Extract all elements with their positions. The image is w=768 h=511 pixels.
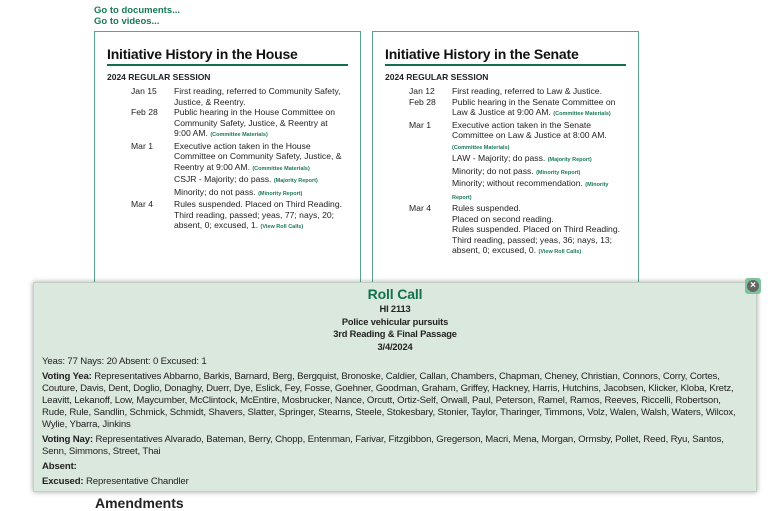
nay-label: Voting Nay: [42, 434, 93, 445]
entry-text [452, 235, 622, 258]
voting-nay [42, 434, 748, 458]
entry-text [452, 120, 622, 154]
entry-date: Mar 4 [131, 199, 153, 209]
entry-date: Jan 12 [409, 86, 435, 96]
entry-date: Feb 28 [131, 107, 158, 117]
history-entry [385, 203, 626, 258]
roll-call-dialog [33, 282, 757, 492]
entry-date: Mar 1 [409, 119, 431, 130]
entry-text [174, 210, 344, 233]
yea-label: Voting Yea: [42, 371, 92, 382]
entry-action: Executive action taken in the House Committee on Community Safety, Justice, & Reentry at 9:00 AM. [174, 140, 342, 172]
history-entry [107, 107, 348, 141]
entry-action: Minority; do not pass. [452, 165, 534, 176]
bill-number: HI 2113 [379, 304, 411, 314]
voting-yea [42, 371, 748, 431]
senate-history-title: Initiative History in the Senate [385, 46, 626, 66]
entry-action: LAW - Majority; do pass. [452, 153, 546, 163]
excused [42, 476, 748, 488]
history-entry [107, 199, 348, 233]
entry-action: Rules suspended. Placed on Third Reading. [452, 224, 621, 234]
history-entry [385, 86, 626, 97]
nay-list: Representatives Alvarado, Bateman, Berry, Chopp, Entenman, Farivar, Fitzgibbon, Gregerson, Macri, Mena, Morgan, Ormsby, Pollet, Reed, Ryu, Santos, Senn, Simmons, Street, Thai [42, 434, 724, 457]
roll-call-title: Roll Call [367, 286, 423, 302]
entry-link[interactable]: (Majority Report) [273, 178, 318, 184]
entry-action: Public hearing in the House Committee on Community Safety, Justice, & Reentry at 9:00 AM. [174, 107, 335, 138]
history-entry [107, 141, 348, 200]
entry-link[interactable]: (Minority Report) [258, 190, 303, 197]
entry-link[interactable]: (View Roll Calls) [260, 224, 304, 230]
house-session-label: 2024 REGULAR SESSION [107, 72, 211, 82]
entry-link[interactable]: (Committee Materials) [252, 165, 310, 172]
entry-text [452, 178, 622, 203]
entry-link[interactable]: (Committee Materials) [553, 111, 611, 117]
entry-action: Rules suspended. [452, 203, 521, 213]
house-history-box [94, 31, 361, 283]
entry-text [174, 107, 344, 141]
absent-label: Absent: [42, 461, 77, 472]
entry-action: Public hearing in the Senate Committee on Law & Justice at 9:00 AM. [452, 96, 616, 117]
entry-action: Third reading, passed; yeas, 77; nays, 20; absent, 0; excused, 1. [174, 209, 335, 230]
vote-summary: Yeas: 77 Nays: 20 Absent: 0 Excused: 1 [42, 356, 207, 367]
entry-action: First reading, referred to Law & Justice. [452, 86, 602, 96]
history-entry [107, 86, 348, 107]
entry-action: First reading, referred to Community Safety, Justice, & Reentry. [174, 86, 341, 107]
history-entry [385, 120, 626, 204]
entry-link[interactable]: (Majority Report) [547, 157, 592, 163]
vote-stage: 3rd Reading & Final Passage [333, 329, 457, 339]
entry-action: Minority; do not pass. [174, 186, 256, 197]
entry-link[interactable]: (Minority Report) [452, 182, 609, 201]
senate-history-box [372, 31, 639, 283]
yea-list: Representatives Abbarno, Barkis, Barnard, Berg, Bergquist, Bronoske, Caldier, Callan, Chambers, Chapman, Cheney, Christian, Connors, Corry, Cortes, Couture, Davis, Dent, Doglio, Donaghy, Duerr, Dye, Eslick, Fey, Fosse, Goehner, Goodman, Graham, Griffey, Hackney, Harris, Hutchins, Jacobsen, Klicker, Kloba, Kretz, Leavitt, Lekanoff, Low, Maycumber, McClintock, McEntire, Mosbrucker, Nance, Orcutt, Ortiz-Self, Orwall, Paul, Peterson, Ramel, Ramos, Reeves, Riccelli, Robertson, Rude, Rule, Sandlin, Schmick, Schmidt, Shavers, Slatter, Springer, Stearns, Steele, Stokesbary, Stonier, Taylor, Tharinger, Timmons, Volz, Walen, Walsh, Waters, Wilcox, Wylie, Ybarra, Jinkins [42, 371, 736, 430]
entry-text [452, 203, 622, 214]
entry-text [174, 86, 344, 107]
close-icon: × [747, 280, 759, 292]
bill-subject: Police vehicular pursuits [341, 316, 449, 327]
entry-text [174, 187, 344, 200]
senate-session-label: 2024 REGULAR SESSION [385, 72, 489, 82]
house-history-title: Initiative History in the House [107, 46, 348, 66]
go-to-documents-link[interactable]: Go to documents... [94, 5, 181, 16]
entry-text [452, 97, 622, 120]
amendments-heading: Amendments [95, 495, 184, 511]
entry-text [174, 141, 344, 175]
entry-text [452, 153, 622, 166]
entry-text [452, 86, 622, 97]
entry-action: Executive action taken in the Senate Committee on Law & Justice at 8:00 AM. [452, 119, 607, 140]
entry-text [452, 214, 622, 225]
vote-date: 3/4/2024 [377, 341, 413, 352]
absent [42, 461, 748, 473]
entry-action: Minority; without recommendation. [452, 178, 583, 188]
entry-link[interactable]: (Committee Materials) [452, 144, 510, 151]
entry-date: Mar 1 [131, 140, 153, 151]
entry-text [452, 224, 622, 235]
entry-action: Third reading, passed; yeas, 36; nays, 13; absent, 0; excused, 0. [452, 234, 613, 255]
excused-label: Excused: [42, 476, 84, 487]
entry-text [174, 174, 344, 187]
entry-date: Mar 4 [409, 203, 431, 213]
top-links [94, 5, 180, 27]
entry-action: Rules suspended. Placed on Third Reading. [174, 199, 343, 209]
entry-date: Feb 28 [409, 96, 436, 107]
close-button[interactable] [745, 278, 761, 294]
entry-link[interactable]: (Minority Report) [536, 169, 581, 176]
history-entry [385, 97, 626, 120]
entry-date: Jan 15 [131, 86, 157, 96]
entry-action: Placed on second reading. [452, 213, 554, 224]
entry-text [452, 166, 622, 179]
entry-link[interactable]: (View Roll Calls) [538, 249, 582, 255]
entry-link[interactable]: (Committee Materials) [210, 132, 268, 138]
entry-action: CSJR - Majority; do pass. [174, 174, 272, 184]
go-to-videos-link[interactable]: Go to videos... [94, 16, 160, 27]
excused-list: Representative Chandler [85, 476, 189, 487]
entry-text [174, 199, 344, 210]
